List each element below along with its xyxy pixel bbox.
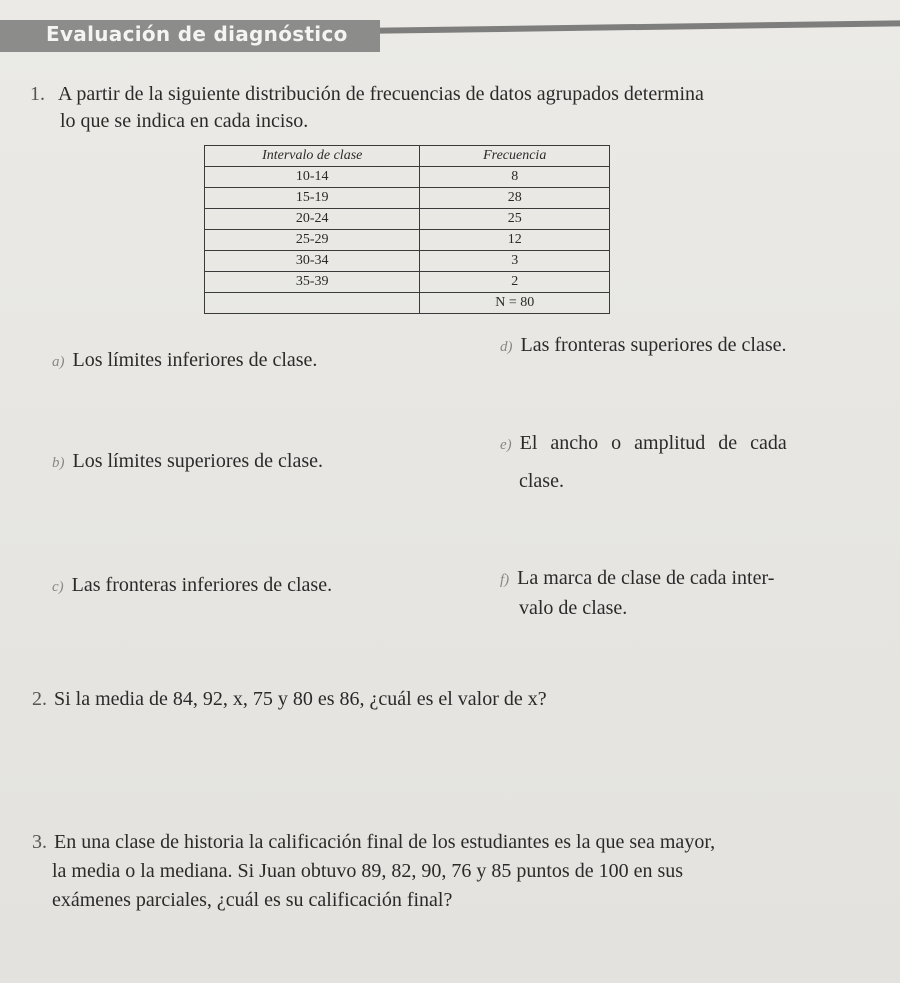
item-e-continuation: clase. <box>519 470 564 492</box>
question-3-line1: En una clase de historia la calificación final de los estudiantes es la que sea mayor, <box>54 831 716 853</box>
page-title: Evaluación de diagnóstico <box>46 22 348 46</box>
table-row <box>205 167 610 188</box>
question-1 <box>30 80 890 109</box>
item-a-text: Los límites inferiores de clase. <box>72 349 318 371</box>
table-cell-frequency: 2 <box>420 272 610 293</box>
table-cell-total: N = 80 <box>420 293 610 314</box>
question-1-number: 1. <box>30 83 45 105</box>
table-cell-interval: 30-34 <box>205 251 420 272</box>
table-cell-interval: 10-14 <box>205 167 420 188</box>
header-rule <box>380 20 900 33</box>
question-3-line2: la media o la mediana. Si Juan obtuvo 89, 82, 90, 76 y 85 puntos de 100 en sus <box>52 860 684 882</box>
item-a-letter: a) <box>52 354 65 370</box>
item-d-letter: d) <box>500 339 513 355</box>
table-header-row <box>205 146 610 167</box>
question-2-number: 2. <box>32 688 47 710</box>
item-f-letter: f) <box>500 572 510 588</box>
item-e-text: El ancho o amplitud de cada <box>519 432 787 454</box>
table-row <box>205 209 610 230</box>
table-cell-frequency: 25 <box>420 209 610 230</box>
frequency-table <box>204 145 610 314</box>
question-1-line1: A partir de la siguiente distribución de frecuencias de datos agrupados determina <box>58 83 704 105</box>
item-f-continuation: valo de clase. <box>519 597 628 619</box>
question-3 <box>32 828 862 915</box>
table-row <box>205 251 610 272</box>
item-b <box>52 446 323 478</box>
table-row <box>205 188 610 209</box>
item-d <box>500 330 787 362</box>
item-c-text: Las fronteras inferiores de clase. <box>71 574 333 596</box>
question-2 <box>32 688 547 711</box>
table-row <box>205 230 610 251</box>
item-f-text: La marca de clase de cada inter- <box>517 567 775 589</box>
table-cell-empty <box>205 293 420 314</box>
table-total-row <box>205 293 610 314</box>
table-header-frequency: Frecuencia <box>420 146 610 167</box>
table-cell-interval: 15-19 <box>205 188 420 209</box>
table-row <box>205 272 610 293</box>
item-d-text: Las fronteras superiores de clase. <box>520 334 787 356</box>
table-cell-frequency: 3 <box>420 251 610 272</box>
table-cell-frequency: 28 <box>420 188 610 209</box>
table-cell-frequency: 8 <box>420 167 610 188</box>
item-f <box>500 563 774 595</box>
item-c <box>52 570 332 602</box>
question-3-line3: exámenes parciales, ¿cuál es su calificación final? <box>52 889 453 911</box>
question-1-line2: lo que se indica en cada inciso. <box>60 110 309 132</box>
item-a <box>52 345 317 377</box>
item-e-letter: e) <box>500 437 512 453</box>
table-header-interval: Intervalo de clase <box>205 146 420 167</box>
table-cell-frequency: 12 <box>420 230 610 251</box>
item-b-letter: b) <box>52 455 65 471</box>
item-b-text: Los límites superiores de clase. <box>72 450 323 472</box>
question-3-number: 3. <box>32 831 47 853</box>
item-e <box>500 428 787 460</box>
question-2-text: Si la media de 84, 92, x, 75 y 80 es 86, ¿cuál es el valor de x? <box>54 688 547 710</box>
item-c-letter: c) <box>52 579 64 595</box>
table-cell-interval: 35-39 <box>205 272 420 293</box>
table-cell-interval: 25-29 <box>205 230 420 251</box>
table-cell-interval: 20-24 <box>205 209 420 230</box>
